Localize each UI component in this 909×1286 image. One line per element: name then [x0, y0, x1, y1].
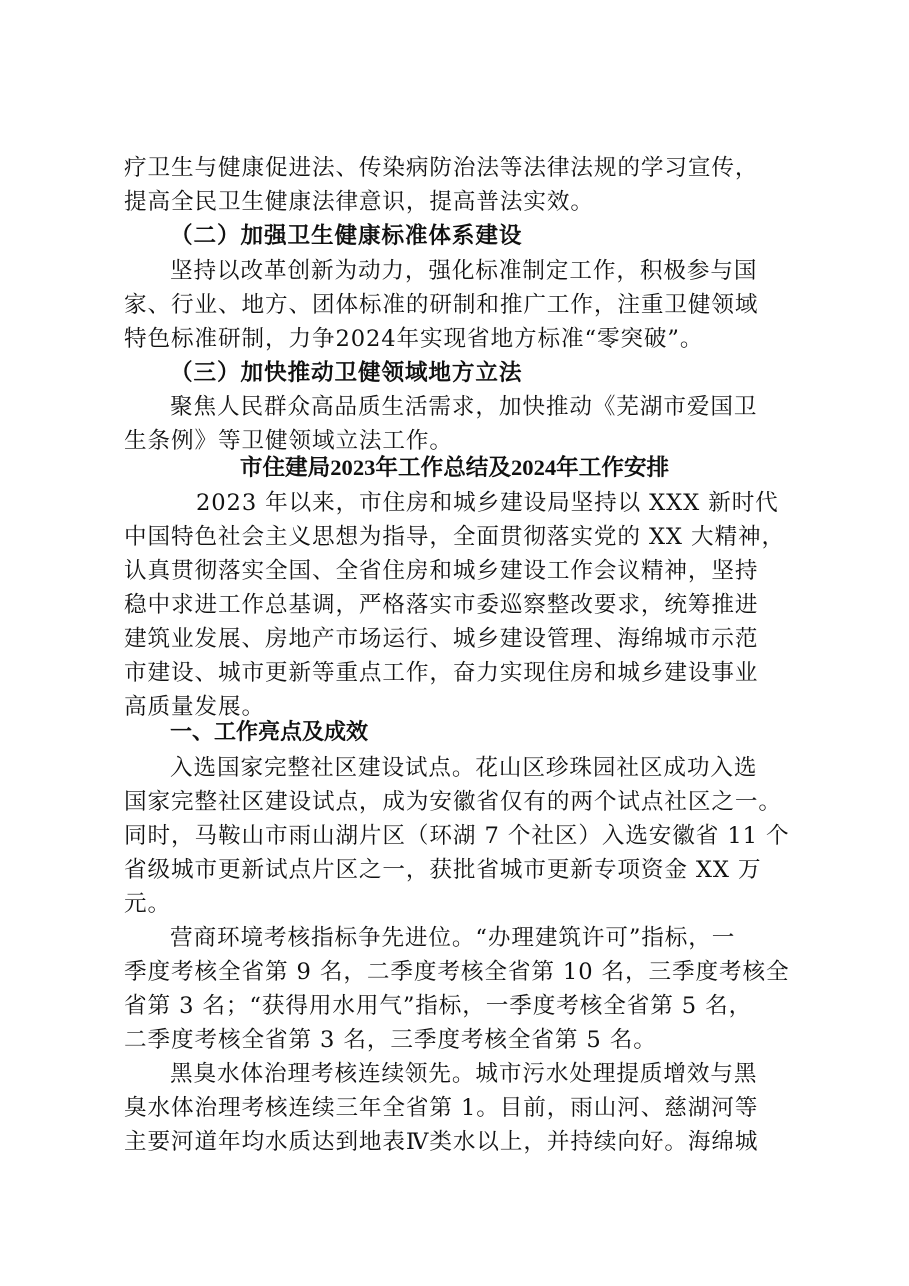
section-heading-1: 一、工作亮点及成效 — [170, 720, 369, 745]
paragraph-line: 臭水体治理考核连续三年全省第 1。目前，雨山河、慈湖河等 — [124, 1095, 759, 1121]
paragraph-line: 入选国家完整社区建设试点。花山区珍珠园社区成功入选 — [170, 755, 758, 781]
paragraph-line: 主要河道年均水质达到地表Ⅳ类水以上，并持续向好。海绵城 — [124, 1129, 759, 1155]
paragraph-line: 家、行业、地方、团体标准的研制和推广工作，注重卫健领域 — [124, 292, 759, 318]
paragraph-line: 营商环境考核指标争先进位。“办理建筑许可”指标，一 — [170, 925, 736, 951]
paragraph-line: 元。 — [124, 891, 171, 917]
paragraph-line: 聚焦人民群众高品质生活需求，加快推动《芜湖市爱国卫 — [170, 394, 758, 420]
paragraph-line: 季度考核全省第 9 名，二季度考核全省第 10 名，三季度考核全 — [124, 959, 790, 985]
paragraph-line: 建筑业发展、房地产市场运行、城乡建设管理、海绵城市示范 — [124, 626, 759, 652]
paragraph-line: 国家完整社区建设试点，成为安徽省仅有的两个试点社区之一。 — [124, 789, 782, 815]
paragraph-line: 特色标准研制，力争2024年实现省地方标准“零突破”。 — [124, 326, 704, 352]
paragraph-line: 生条例》等卫健领域立法工作。 — [124, 428, 453, 454]
paragraph-line: 二季度考核全省第 3 名，三季度考核全省第 5 名。 — [124, 1027, 657, 1053]
paragraph-line: 稳中求进工作总基调，严格落实市委巡察整改要求，统筹推进 — [124, 592, 759, 618]
subsection-heading-2: （二）加强卫生健康标准体系建设 — [170, 223, 523, 249]
paragraph-line: 2023 年以来，市住房和城乡建设局坚持以 XXX 新时代 — [196, 490, 779, 516]
paragraph-line: 高质量发展。 — [124, 694, 265, 720]
paragraph-line: 坚持以改革创新为动力，强化标准制定工作，积极参与国 — [170, 258, 758, 284]
paragraph-line: 认真贯彻落实全国、全省住房和城乡建设工作会议精神，坚持 — [124, 558, 759, 584]
paragraph-line: 市建设、城市更新等重点工作，奋力实现住房和城乡建设事业 — [124, 660, 759, 686]
paragraph-line: 中国特色社会主义思想为指导，全面贯彻落实党的 XX 大精神， — [124, 524, 785, 550]
paragraph-line: 疗卫生与健康促进法、传染病防治法等法律法规的学习宣传， — [124, 155, 759, 181]
paragraph-line: 提高全民卫生健康法律意识，提高普法实效。 — [124, 189, 594, 215]
paragraph-line: 黑臭水体治理考核连续领先。城市污水处理提质增效与黑 — [170, 1061, 758, 1087]
subsection-heading-3: （三）加快推动卫健领域地方立法 — [170, 360, 523, 386]
paragraph-line: 省第 3 名；“获得用水用气”指标，一季度考核全省第 5 名， — [124, 993, 753, 1019]
paragraph-line: 省级城市更新试点片区之一，获批省城市更新专项资金 XX 万 — [124, 857, 762, 883]
report-title: 市住建局2023年工作总结及2024年工作安排 — [239, 455, 670, 480]
paragraph-line: 同时，马鞍山市雨山湖片区（环湖 7 个社区）入选安徽省 11 个 — [124, 823, 790, 849]
